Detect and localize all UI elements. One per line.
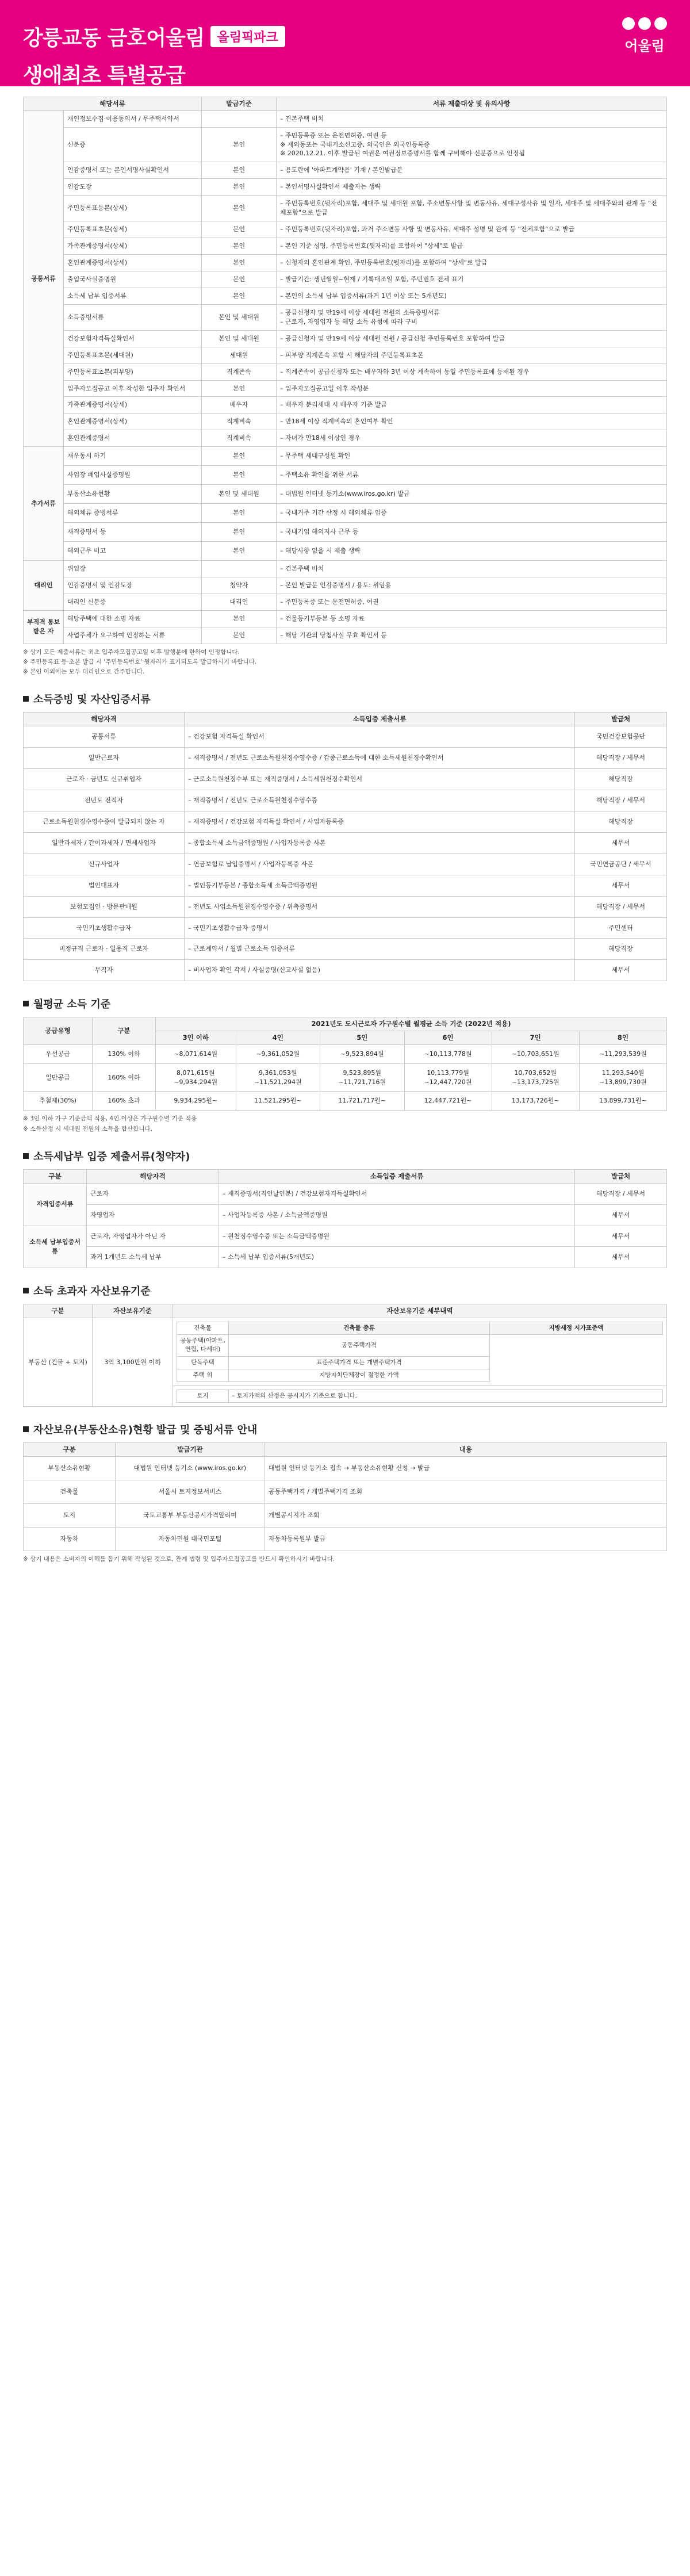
s3-title: 월평균 소득 기준 xyxy=(23,996,667,1011)
table-row: 인감도장 본인 – 본인서명사실확인서 제출자는 생략 xyxy=(24,179,667,196)
s4-title: 소득세납부 입증 제출서류(청약자) xyxy=(23,1149,667,1163)
table-row: 공동주택(아파트, 연립, 다세대) 공동주택가격 xyxy=(177,1335,663,1356)
table-row: 가족관계증명서(상세) 배우자 – 배우자 분리세대 시 배우자 기준 발급 xyxy=(24,397,667,414)
table-row: 공통서류 개인정보수집·이용동의서 / 무주택서약서 – 견본주택 비치 xyxy=(24,110,667,127)
table-row: 일반과세자 / 간이과세자 / 면세사업자 – 종합소득세 소득금액증명원 / 사업자등록증 사본 세무서 xyxy=(24,832,667,853)
table-row: 해외체류 증빙서류 본인 – 국내거주 기간 산정 시 해외체류 입증 xyxy=(24,504,667,523)
asset-standard-table: 구분 자산보유기준 자산보유기준 세부내역 부동산 (건물 + 토지) 3억 3,100만원 이하 건축물 건축물 종류 지방세정 시가표준액 공동주택(아파트, 연립, 다세대) 공동주택가격 단독주택 표준주택가격 또는 개별주택가격 주택 외 지방자치단체장이 결정한 가액 토지 – 토지가액의 산정은 공시지가 기준으로 합니다. xyxy=(23,1304,667,1407)
table-row: 해외근무 비고 본인 – 해당사항 없을 시 제출 생략 xyxy=(24,541,667,560)
logo-dot-icon xyxy=(638,17,651,30)
table-row: 신규사업자 – 연금보험료 납입증명서 / 사업자등록증 사본 국민연금공단 / 세무서 xyxy=(24,853,667,875)
tax-proof-table: 구분 해당자격 소득입증 제출서류 발급처 자격입증서류 근로자 – 재직증명서(직인날인분) / 건강보험자격득실확인서 해당직장 / 세무서 자영업자 – 사업자등록증 사본 / 소득금액증명원 세무서 소득세 납부입증서류 근로자, 자영업자가 아닌 자 – 원천징수영수증 또는 소득금액증명원 세무서 과거 1개년도 소득세 납부 – 소득세 납부 입증서류(5개년도) 세무서 xyxy=(23,1169,667,1268)
table-row: 신분증 본인 – 주민등록증 또는 운전면허증, 여권 등 ※ 재외동포는 국내거소신고증, 외국인은 외국인등록증 ※ 2020.12.21. 이후 발급된 여권은 여권정보증명서를 함께 구비해야 신분증으로 인정됨 xyxy=(24,127,667,162)
person-col-header: 3인 이하 xyxy=(156,1031,236,1045)
table-row: 대리인 신분증 대리인 – 주민등록증 또는 운전면허증, 여권 xyxy=(24,594,667,610)
logo-dot-icon xyxy=(654,17,667,30)
income-docs-table: 해당자격 소득입증 제출서류 발급처 공통서류 – 건강보험 자격득실 확인서 국민건강보험공단 일반근로자 – 재직증명서 / 전년도 근로소득원천징수영수증 / 갑종근로소득에 대한 소득세원천징수확인서 해당직장 / 세무서 근로자 · 금년도 신규취업자 – 근로소득원천징수부 또는 재직증명서 / 소득세원천징수확인서 해당직장 전년도 전직자 – 재직증명서 / 전년도 근로소득원천징수영수증 해당직장 / 세무서 근로소득원천징수영수증이 발급되지 않는 자 – 재직증명서 / 건강보험 자격득실 확인서 / 사업자등록증 해당직장 일반과세자 / 간이과세자 / 면세사업자 – 종합소득세 소득금액증명원 / 사업자등록증 사본 세무서 신규사업자 – 연금보험료 납입증명서 / 사업자등록증 사본 국민연금공단 / 세무서 법인대표자 – 법인등기부등본 / 종합소득세 소득금액증명원 세무서 보험모집인 · 방문판매원 – 전년도 사업소득원천징수영수증 / 위촉증명서 해당직장 / 세무서 국민기초생활수급자 – 국민기초생활수급자 증명서 주민센터 비정규직 근로자 · 일용직 근로자 – 근로계약서 / 월별 근로소득 입증서류 해당직장 무직자 – 비사업자 확인 각서 / 사실증명(신고사실 없음) 세무서 xyxy=(23,712,667,981)
table-row: 과거 1개년도 소득세 납부 – 소득세 납부 입증서류(5개년도) 세무서 xyxy=(24,1247,667,1268)
person-col-header: 7인 xyxy=(492,1031,579,1045)
table-row: 건축물 서울시 토지정보서비스 공동주택가격 / 개별주택가격 조회 xyxy=(24,1480,667,1503)
hero-subtitle: 생애최초 특별공급 xyxy=(23,64,185,87)
table-row: 주민등록표등본(상세) 본인 – 주민등록번호(뒷자리)포함, 세대주 및 세대원 포함, 주소변동사항 및 변동사유, 세대구성사유 및 일자, 세대주 및 세대주와의 관계 등 "전체포함"으로 발급 xyxy=(24,196,667,221)
table-row: 주민등록표초본(피부양) 직계존속 – 직계존속이 공급신청자 또는 배우자와 3년 이상 계속하여 동일 주민등록표에 등재된 경우 xyxy=(24,363,667,380)
table-row: 사업장 폐업사실증명원 본인 – 주택소유 확인을 위한 서류 xyxy=(24,466,667,485)
table-row: 근로소득원천징수영수증이 발급되지 않는 자 – 재직증명서 / 건강보험 자격득실 확인서 / 사업자등록증 해당직장 xyxy=(24,811,667,832)
required-documents-table xyxy=(23,97,667,644)
table-row: 단독주택 표준주택가격 또는 개별주택가격 xyxy=(177,1356,663,1369)
logo-text: 어울림 xyxy=(624,38,665,54)
table-row: 소득증빙서류 본인 및 세대원 – 공급신청자 및 만19세 이상 세대원 전원의 소득증빙서류 – 근로자, 자영업자 등 해당 소득 유형에 따라 구비 xyxy=(24,304,667,330)
th-issuer: 발급기준 xyxy=(202,97,277,111)
logo-dot-icon xyxy=(622,17,635,30)
table-row: 근로자 · 금년도 신규취업자 – 근로소득원천징수부 또는 재직증명서 / 소득세원천징수확인서 해당직장 xyxy=(24,768,667,790)
table-row: 주민등록표초본(상세) 본인 – 주민등록번호(뒷자리)포함, 과거 주소변동 사항 및 변동사유, 세대주 성명 및 관계 등 "전체포함"으로 발급 xyxy=(24,221,667,238)
s5-title: 소득 초과자 자산보유기준 xyxy=(23,1283,667,1298)
table-row: 자영업자 – 사업자등록증 사본 / 소득금액증명원 세무서 xyxy=(24,1204,667,1226)
table-row: 일반공급 160% 이하 8,071,615원 ~9,934,294원 9,361,053원 ~11,521,294원 9,523,895원 ~11,721,716원 10,113,779원 ~12,447,720원 10,703,652원 ~13,173,725원 11,293,540원 ~13,899,730원 xyxy=(24,1063,667,1092)
table-row: 법인대표자 – 법인등기부등본 / 종합소득세 소득금액증명원 세무서 xyxy=(24,875,667,896)
person-col-header: 5인 xyxy=(320,1031,405,1045)
table-row: 비정규직 근로자 · 일용직 근로자 – 근로계약서 / 월별 근로소득 입증서류 해당직장 xyxy=(24,939,667,960)
table-row: 부동산소유현황 본인 및 세대원 – 대법원 인터넷 등기소(www.iros.go.kr) 발급 xyxy=(24,485,667,504)
table-row: 자동차 자동차민원 대국민포털 자동차등록원부 발급 xyxy=(24,1527,667,1551)
note-line: ※ 본인 이외에는 모두 대리인으로 간주합니다. xyxy=(23,668,145,676)
th-note: 서류 제출대상 및 유의사항 xyxy=(277,97,667,111)
note-line: ※ 상기 모든 제출서류는 최초 입주자모집공고일 이후 발행분에 한하여 인정합니다. xyxy=(23,648,240,656)
table-row: 출입국사실증명원 본인 – 발급기간: 생년월일~현재 / 기록대조일 포함, 주민번호 전체 표기 xyxy=(24,271,667,288)
table-row: 국민기초생활수급자 – 국민기초생활수급자 증명서 주민센터 xyxy=(24,917,667,939)
note-line: ※ 소득산정 시 세대원 전원의 소득을 합산합니다. xyxy=(23,1125,152,1132)
table-row: 혼인관계증명서 직계비속 – 자녀가 만18세 이상인 경우 xyxy=(24,430,667,447)
hero-title: 강릉교동 금호어울림 xyxy=(23,26,205,50)
table-row: 무직자 – 비사업자 확인 각서 / 사실증명(신고사실 없음) 세무서 xyxy=(24,960,667,981)
table-row: 추가서류 재우동시 하기 본인 – 무주택 세대구성원 확인 xyxy=(24,447,667,466)
table-row: 대리인 위임장 – 견본주택 비치 xyxy=(24,560,667,577)
table-row: 혼인관계증명서(상세) 본인 – 신청자의 혼인관계 확인, 주민등록번호(뒷자리)를 포함하여 "상세"로 발급 xyxy=(24,255,667,271)
table-row: 전년도 전직자 – 재직증명서 / 전년도 근로소득원천징수영수증 해당직장 / 세무서 xyxy=(24,790,667,811)
table-row: 가족관계증명서(상세) 본인 – 본인 기준 성명, 주민등록번호(뒷자리)를 포함하여 "상세"로 발급 xyxy=(24,238,667,255)
person-col-header: 6인 xyxy=(404,1031,492,1045)
table-row: 추첨제(30%) 160% 초과 9,934,295원~ 11,521,295원~ 11,721,717원~ 12,447,721원~ 13,173,726원~ 13,899,731원~ xyxy=(24,1092,667,1111)
table-row: 공통서류 – 건강보험 자격득실 확인서 국민건강보험공단 xyxy=(24,726,667,748)
table-row: 인감증명서 또는 본인서명사실확인서 본인 – 용도란에 '아파트계약용' 기재 / 본인발급분 xyxy=(24,162,667,179)
note-line: ※ 상기 내용은 소비자의 이해를 돕기 위해 작성된 것으로, 관계 법령 및 입주자모집공고를 반드시 확인하시기 바랍니다. xyxy=(23,1555,335,1563)
table-row: 주민등록표초본(세대원) 세대원 – 피부양 직계존속 포함 시 해당자의 주민등록표초본 xyxy=(24,347,667,363)
person-col-header: 8인 xyxy=(579,1031,666,1045)
hero-banner xyxy=(0,0,690,86)
table-row: 입주자모집공고 이후 작성한 입주자 확인서 본인 – 입주자모집공고일 이후 작성분 xyxy=(24,380,667,397)
table-row: 혼인관계증명서(상세) 직계비속 – 만18세 이상 직계비속의 혼인여부 확인 xyxy=(24,414,667,430)
table-row: 소득세 납부입증서류 근로자, 자영업자가 아닌 자 – 원천징수영수증 또는 소득금액증명원 세무서 xyxy=(24,1226,667,1247)
table-row: 일반근로자 – 재직증명서 / 전년도 근로소득원천징수영수증 / 갑종근로소득에 대한 소득세원천징수확인서 해당직장 / 세무서 xyxy=(24,748,667,769)
brand-logo xyxy=(622,17,667,55)
th-doc: 해당서류 xyxy=(24,97,202,111)
income-standard-table: 공급유형 구분 2021년도 도시근로자 가구원수별 월평균 소득 기준 (2022년 적용) 3인 이하 4인 5인 6인 7인 8인 우선공급 130% 이하 ~8,071,614원 ~9,361,052원 ~9,523,894원 ~10,113,778원 ~10,703,651원 ~11,293,539원 일반공급 160% 이하 8,071,615원 ~9,934,294원 9,361,053원 ~11,521,294원 9,523,895원 ~11,721,716원 10,113,779원 ~12,447,720원 10,703,652원 ~13,173,725원 11,293,540원 ~13,899,730원 추첨제(30%) 160% 초과 9,934,295원~ 11,521,295원~ 11,721,717원~ 12,447,721원~ 13,173,726원~ 13,899,731원~ xyxy=(23,1017,667,1111)
table-row: 부적격 통보받은 자 해당주택에 대한 소명 자료 본인 – 건물등기부등본 등 소명 자료 xyxy=(24,610,667,627)
note-line: ※ 주민등록표 등·초본 발급 시 '주민등록번호' 뒷자리가 표기되도록 발급하시기 바랍니다. xyxy=(23,658,257,665)
s1-notes xyxy=(23,648,667,677)
s2-title: 소득증빙 및 자산입증서류 xyxy=(23,691,667,706)
hero-badge: 올림픽파크 xyxy=(210,26,285,47)
table-row: 재직증명서 등 본인 – 국내기업 해외지사 근무 등 xyxy=(24,523,667,542)
asset-issuance-table: 구분 발급기관 내용 부동산소유현황 대법원 인터넷 등기소 (www.iros.go.kr) 대법원 인터넷 등기소 접속 → 부동산소유현황 신청 → 발급 건축물 서울시 토지정보서비스 공동주택가격 / 개별주택가격 조회 토지 국토교통부 부동산공시가격알리미 개별공시지가 조회 자동차 자동차민원 대국민포털 자동차등록원부 발급 xyxy=(23,1442,667,1551)
table-row: 인감증명서 및 인감도장 청약자 – 본인 발급분 인감증명서 / 용도: 위임용 xyxy=(24,577,667,594)
person-col-header: 4인 xyxy=(236,1031,320,1045)
table-row: 자격입증서류 근로자 – 재직증명서(직인날인분) / 건강보험자격득실확인서 해당직장 / 세무서 xyxy=(24,1183,667,1204)
table-row: 토지 국토교통부 부동산공시가격알리미 개별공시지가 조회 xyxy=(24,1503,667,1527)
note-line: ※ 3인 이하 가구 기준금액 적용, 4인 이상은 가구원수별 기준 적용 xyxy=(23,1115,197,1123)
table-row: 사업주체가 요구하여 인정하는 서류 본인 – 해당 기관의 당첨사실 무효 확인서 등 xyxy=(24,627,667,644)
table-row: 부동산소유현황 대법원 인터넷 등기소 (www.iros.go.kr) 대법원 인터넷 등기소 접속 → 부동산소유현황 신청 → 발급 xyxy=(24,1457,667,1480)
table-row: 주택 외 지방자치단체장이 결정한 가액 xyxy=(177,1369,663,1381)
table-row: 건강보험자격득실확인서 본인 및 세대원 – 공급신청자 및 만19세 이상 세대원 전원 / 공급신청 주민등록번호 포함하여 발급 xyxy=(24,330,667,347)
table-row: 우선공급 130% 이하 ~8,071,614원 ~9,361,052원 ~9,523,894원 ~10,113,778원 ~10,703,651원 ~11,293,539원 xyxy=(24,1044,667,1063)
s6-title: 자산보유(부동산소유)현황 발급 및 증빙서류 안내 xyxy=(23,1422,667,1437)
table-row: 보험모집인 · 방문판매원 – 전년도 사업소득원천징수영수증 / 위촉증명서 해당직장 / 세무서 xyxy=(24,896,667,917)
table-row: 소득세 납부 입증서류 본인 – 본인의 소득세 납부 입증서류(과거 1년 이상 또는 5개년도) xyxy=(24,288,667,304)
